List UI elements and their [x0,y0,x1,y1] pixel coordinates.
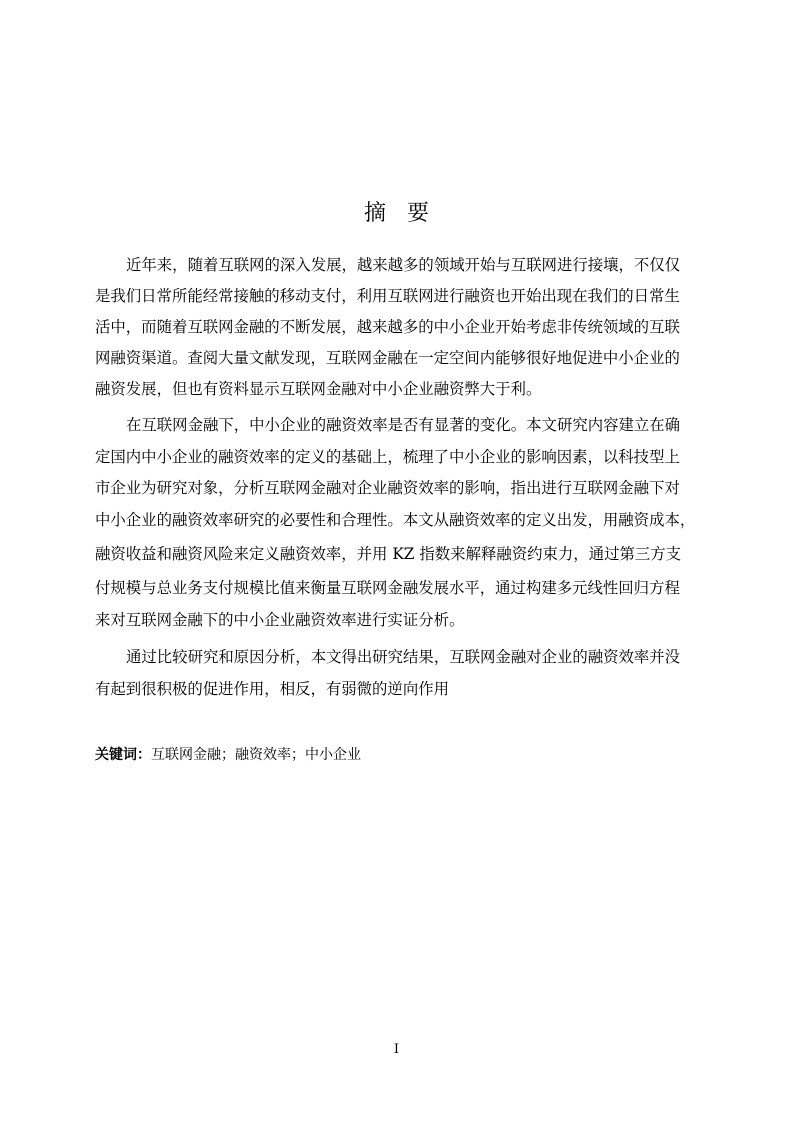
paragraph-2-line-4: 中小企业的融资效率研究的必要性和合理性。本文从融资效率的定义出发，用融资成本， [95,511,696,529]
paragraph-2-line-7: 来对互联网金融下的中小企业融资效率进行实证分析。 [95,611,465,629]
paragraph-1-line-4: 网融资渠道。查阅大量文献发现，互联网金融在一定空间内能够很好地促进中小企业的 [95,349,680,367]
page-number: I [393,1042,400,1057]
paragraph-1-line-1: 近年来，随着互联网的深入发展，越来越多的领域开始与互联网进行接壤，不仅仅 [126,256,681,274]
paragraph-1-line-2: 是我们日常所能经常接触的移动支付，利用互联网进行融资也开始出现在我们的日常生 [95,287,680,305]
keywords-text: 互联网金融；融资效率；中小企业 [151,747,361,763]
abstract-title: 摘 要 [364,201,429,226]
paragraph-2-line-3: 市企业为研究对象，分析互联网金融对企业融资效率的影响，指出进行互联网金融下对 [95,479,680,497]
paragraph-1-line-3: 活中，而随着互联网金融的不断发展，越来越多的中小企业开始考虑非传统领域的互联 [95,318,680,336]
paragraph-1-line-5: 融资发展，但也有资料显示互联网金融对中小企业融资弊大于利。 [95,380,542,398]
keywords-line [95,740,361,768]
paragraph-2-line-6: 付规模与总业务支付规模比值来衡量互联网金融发展水平，通过构建多元线性回归方程 [95,579,680,597]
paragraph-3-line-2: 有起到很积极的促进作用，相反，有弱微的逆向作用 [95,680,449,698]
paragraph-2-line-2: 定国内中小企业的融资效率的定义的基础上，梳理了中小企业的影响因素，以科技型上 [95,448,680,466]
keywords-label: 关键词： [95,747,151,763]
paragraph-2-line-5: 融资收益和融资风险来定义融资效率，并用 KZ 指数来解释融资约束力，通过第三方支 [95,545,682,563]
paragraph-3-line-1: 通过比较研究和原因分析，本文得出研究结果，互联网金融对企业的融资效率并没 [126,648,681,666]
paragraph-2-line-1: 在互联网金融下，中小企业的融资效率是否有显著的变化。本文研究内容建立在确 [126,416,681,434]
